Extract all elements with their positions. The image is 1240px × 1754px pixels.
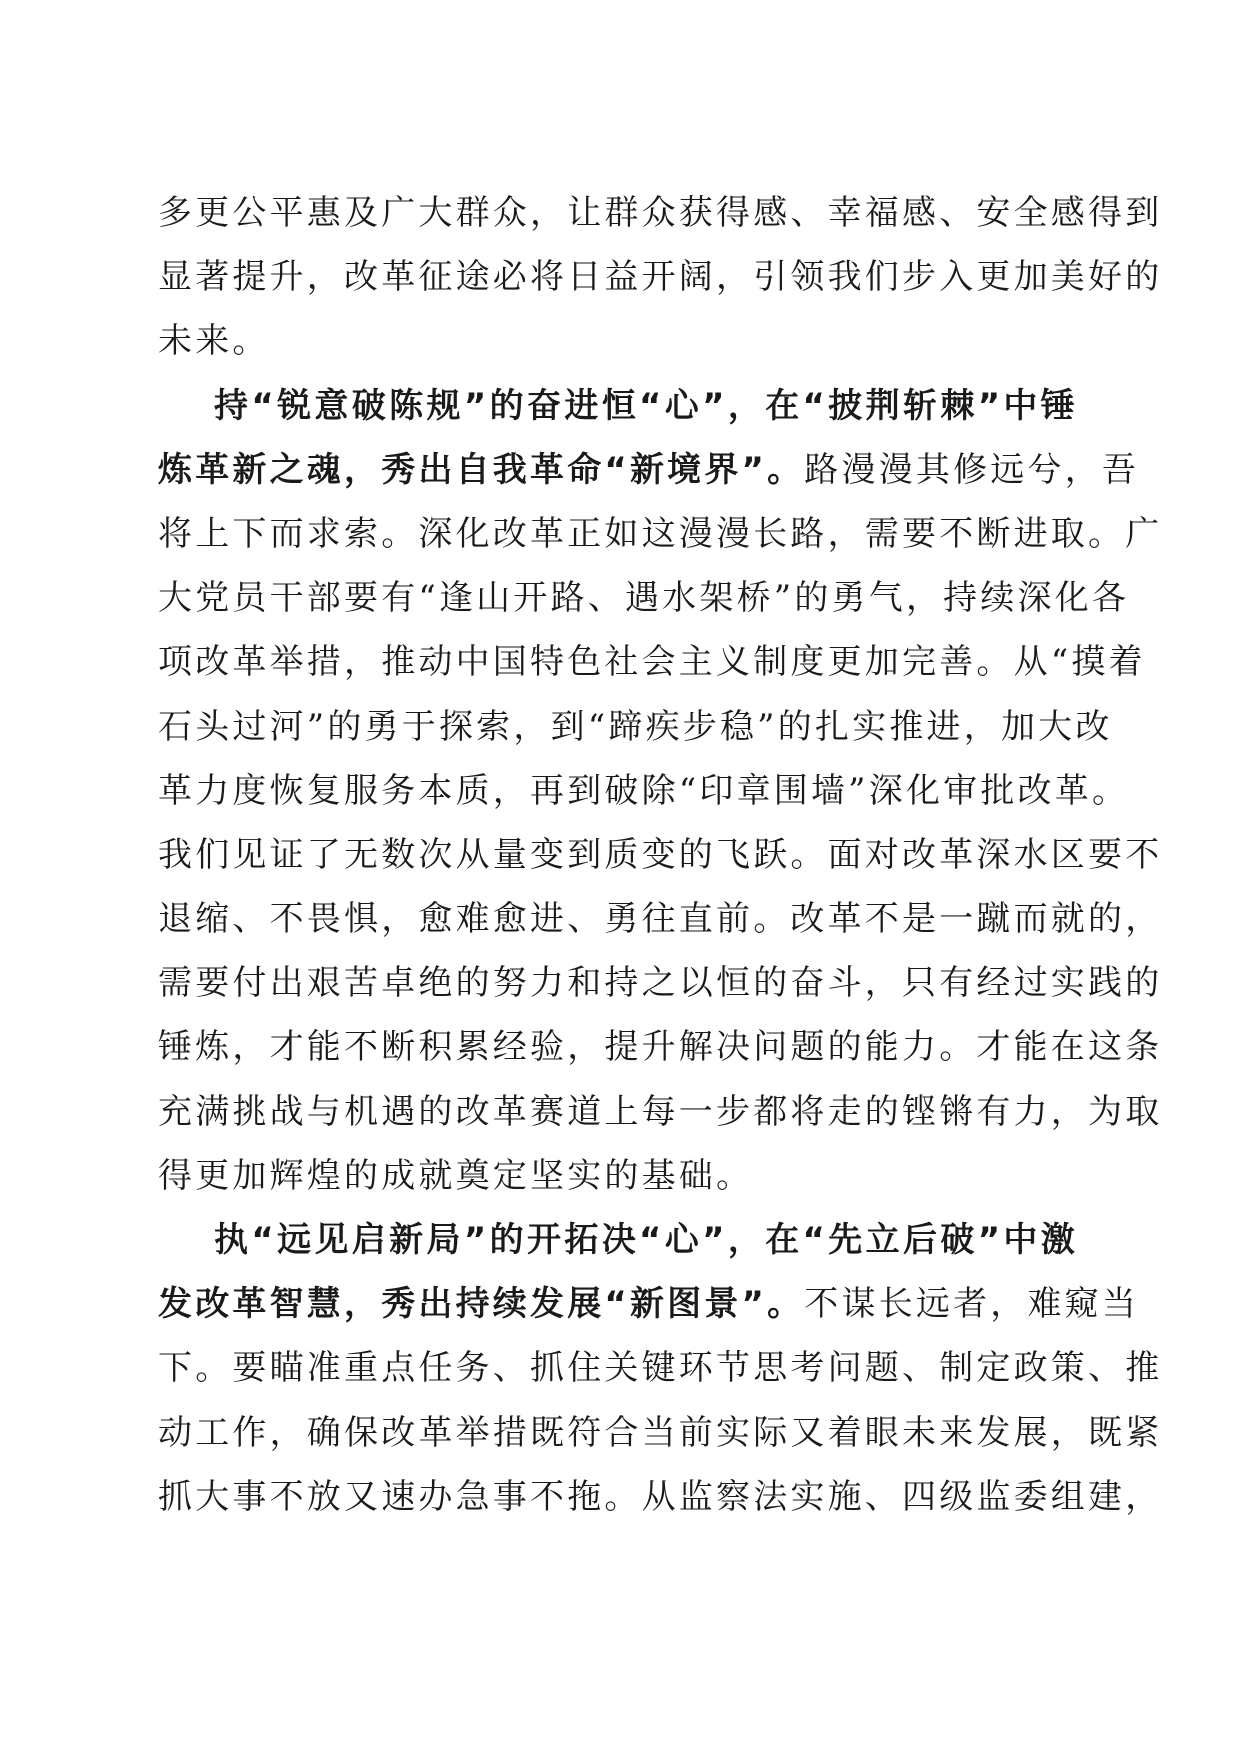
text-line: 未来。 [158, 321, 270, 362]
bold-heading-text: 炼革新之魂，秀出自我革命“新境界”。 [158, 449, 805, 490]
text-line: 得更加辉煌的成就奠定坚实的基础。 [158, 1155, 754, 1196]
text-line: 石头过河”的勇于探索，到“蹄疾步稳”的扎实推进，加大改 [158, 706, 1113, 747]
text-line: 革力度恢复服务本质，再到破除“印章围墙”深化审批改革。 [158, 770, 1130, 811]
text-line: 抓大事不放又速办急事不拖。从监察法实施、四级监委组建， [158, 1476, 1163, 1517]
text-line: 我们见证了无数次从量变到质变的飞跃。面对改革深水区要不 [158, 834, 1163, 875]
text-line [158, 438, 1140, 502]
text-line: 退缩、不畏惧，愈难愈进、勇往直前。改革不是一蹴而就的， [158, 899, 1163, 940]
bold-heading-text: 执“远见启新局”的开拓决“心”，在“先立后破”中激 [214, 1220, 1078, 1260]
bold-heading-text: 持“锐意破陈规”的奋进恒“心”，在“披荆斩棘”中锤 [214, 385, 1078, 426]
text-line: 显著提升，改革征途必将日益开阔，引领我们步入更加美好的 [158, 257, 1163, 298]
text-line [158, 1272, 1140, 1336]
body-text: 路漫漫其修远兮，吾 [804, 449, 1140, 490]
text-line: 下。要瞄准重点任务、抓住关键环节思考问题、制定政策、推 [158, 1348, 1163, 1389]
body-text: 不谋长远者，难窥当 [804, 1284, 1140, 1325]
bold-heading-text: 发改革智慧，秀出持续发展“新图景”。 [158, 1284, 805, 1325]
text-line: 动工作，确保改革举措既符合当前实际又着眼未来发展，既紧 [158, 1412, 1163, 1453]
text-line: 项改革举措，推动中国特色社会主义制度更加完善。从“摸着 [158, 642, 1146, 683]
text-line: 将上下而求索。深化改革正如这漫漫长路，需要不断进取。广 [158, 513, 1163, 554]
text-line: 大党员干部要有“逢山开路、遇水架桥”的勇气，持续深化各 [158, 578, 1130, 619]
paragraph-heading-line [158, 374, 1078, 438]
paragraph-heading-line [158, 1208, 1078, 1272]
text-line: 多更公平惠及广大群众，让群众获得感、幸福感、安全感得到 [158, 193, 1163, 233]
document-body [158, 181, 1163, 1529]
text-line: 充满挑战与机遇的改革赛道上每一步都将走的铿锵有力，为取 [158, 1091, 1163, 1132]
text-line: 锤炼，才能不断积累经验，提升解决问题的能力。才能在这条 [158, 1027, 1163, 1068]
text-line: 需要付出艰苦卓绝的努力和持之以恒的奋斗，只有经过实践的 [158, 963, 1163, 1004]
